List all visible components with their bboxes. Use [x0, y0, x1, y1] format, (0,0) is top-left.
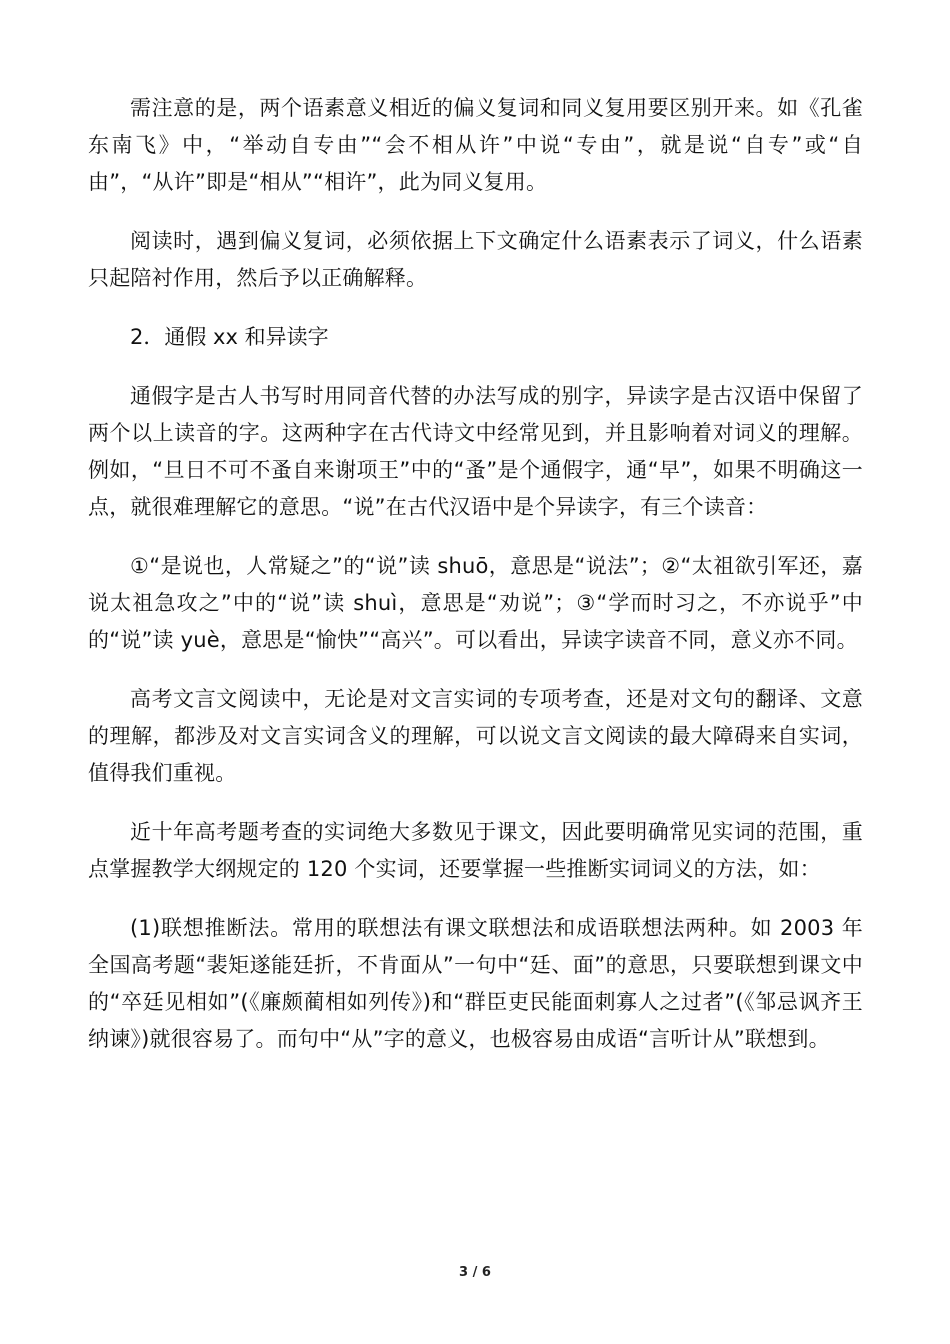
paragraph-shuo-readings: ①“是说也，人常疑之”的“说”读 shuō，意思是“说法”；②“太祖欲引军还，嘉说太祖急攻之”中的“说”读 shuì，意思是“劝说”；③“学而时习之，不亦说乎”中的“说”读 yuè，意思是“愉快”“高兴”。可以看出，异读字读音不同，意义亦不同。: [88, 554, 863, 652]
paragraph-association-method: (1)联想推断法。常用的联想法有课文联想法和成语联想法两种。如 2003 年全国高考题“裴矩遂能廷折，不肯面从”一句中“廷、面”的意思，只要联想到课文中的“卒廷见相如”(《廉颇蔺相如列传》)和“群臣吏民能面刺寡人之过者”(《邹忌讽齐王纳谏》)就很容易了。而句中“从”字的意义，也极容易由成语“言听计从”联想到。: [88, 916, 863, 1051]
section-heading-tongjia: 2．通假 xx 和异读字: [130, 325, 329, 349]
document-body: [88, 90, 863, 1080]
paragraph-methods-intro: 近十年高考题考查的实词绝大多数见于课文，因此要明确常见实词的范围，重点掌握教学大纲规定的 120 个实词，还要掌握一些推断实词词义的方法，如：: [88, 820, 863, 881]
paragraph-synonym-distinction: 需注意的是，两个语素意义相近的偏义复词和同义复用要区别开来。如《孔雀东南飞》中，“举动自专由”“会不相从许”中说“专由”，就是说“自专”或“自由”，“从许”即是“相从”“相许”，此为同义复用。: [88, 96, 863, 194]
paragraph-reading-tip: 阅读时，遇到偏义复词，必须依据上下文确定什么语素表示了词义，什么语素只起陪衬作用，然后予以正确解释。: [88, 229, 863, 290]
paragraph-exam-importance: 高考文言文阅读中，无论是对文言实词的专项考查，还是对文句的翻译、文意的理解，都涉及对文言实词含义的理解，可以说文言文阅读的最大障碍来自实词，值得我们重视。: [88, 687, 863, 785]
paragraph-tongjia-definition: 通假字是古人书写时用同音代替的办法写成的别字，异读字是古汉语中保留了两个以上读音的字。这两种字在古代诗文中经常见到，并且影响着对词义的理解。例如，“旦日不可不蚤自来谢项王”中的“蚤”是个通假字，通“早”，如果不明确这一点，就很难理解它的意思。“说”在古代汉语中是个异读字，有三个读音：: [88, 384, 863, 519]
page-number: 3 / 6: [459, 1265, 491, 1280]
